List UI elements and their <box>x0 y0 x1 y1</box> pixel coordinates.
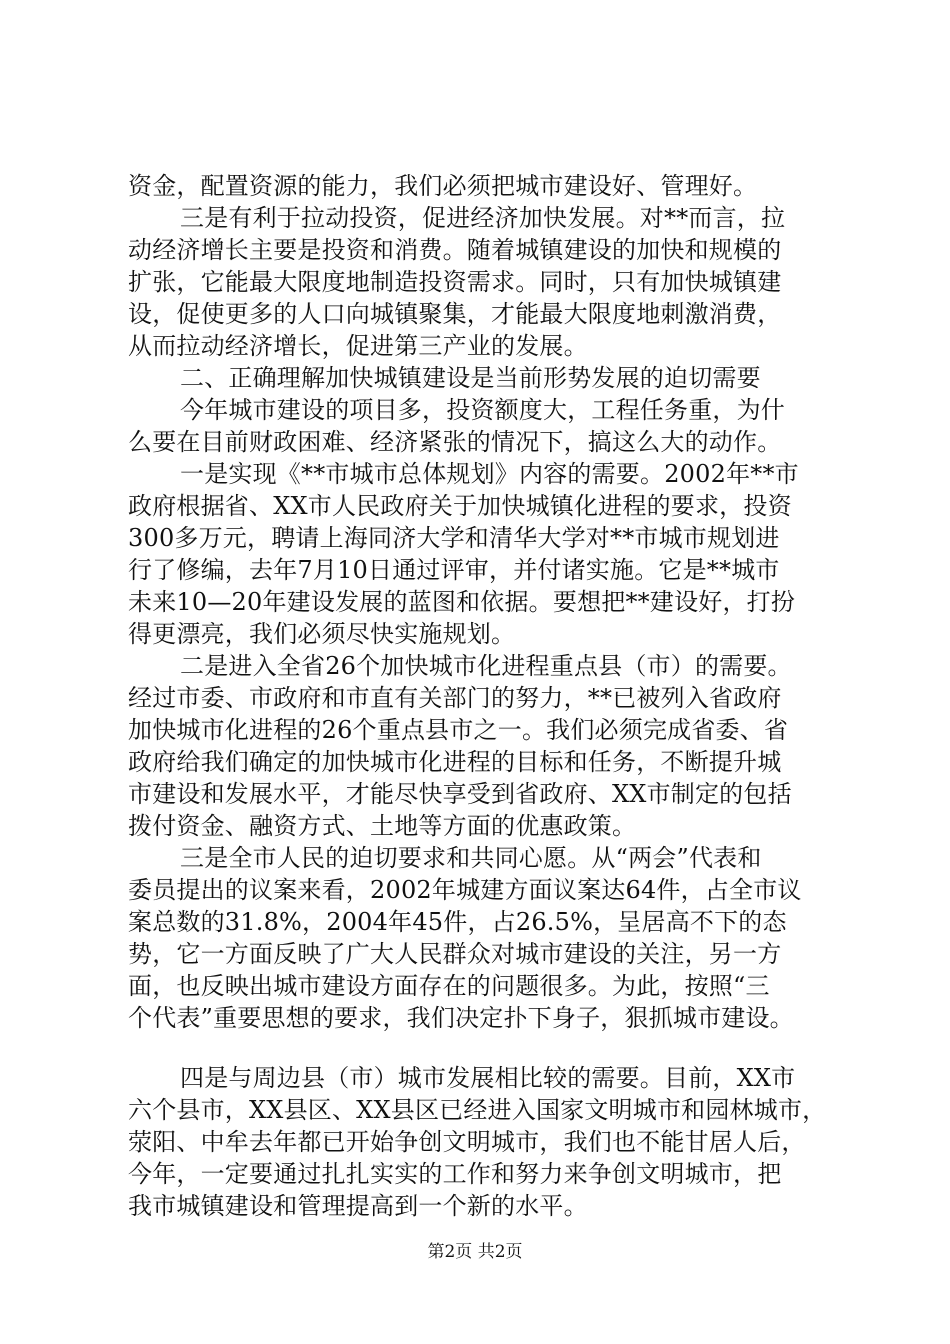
paragraph-line: 三是有利于拉动投资，促进经济加快发展。对**而言，拉 <box>180 204 786 232</box>
paragraph-line: 行了修编，去年7月10日通过评审，并付诸实施。它是**城市 <box>128 556 780 584</box>
paragraph-line: 市建设和发展水平，才能尽快享受到省政府、XX市制定的包括 <box>128 780 792 808</box>
paragraph-line: 加快城市化进程的26个重点县市之一。我们必须完成省委、省 <box>128 716 789 744</box>
paragraph-line: 面，也反映出城市建设方面存在的问题很多。为此，按照“三 <box>128 972 770 1000</box>
paragraph-line: 四是与周边县（市）城市发展相比较的需要。目前，XX市 <box>180 1064 796 1092</box>
paragraph-line: 一是实现《**市城市总体规划》内容的需要。2002年**市 <box>180 460 799 488</box>
paragraph-line: 荥阳、中牟去年都已开始争创文明城市，我们也不能甘居人后， <box>128 1128 806 1156</box>
paragraph-line: 案总数的31.8%，2004年45件，占26.5%，呈居高不下的态 <box>128 908 787 936</box>
paragraph-line: 扩张，它能最大限度地制造投资需求。同时，只有加快城镇建 <box>128 268 782 296</box>
paragraph-line: 300多万元，聘请上海同济大学和清华大学对**市城市规划进 <box>128 524 780 552</box>
paragraph-line: 从而拉动经济增长，促进第三产业的发展。 <box>128 332 588 360</box>
paragraph-line: 得更漂亮，我们必须尽快实施规划。 <box>128 620 516 648</box>
paragraph-line: 二是进入全省26个加快城市化进程重点县（市）的需要。 <box>180 652 792 680</box>
paragraph-line: 资金，配置资源的能力，我们必须把城市建设好、管理好。 <box>128 172 758 200</box>
paragraph-line: 今年，一定要通过扎扎实实的工作和努力来争创文明城市，把 <box>128 1160 782 1188</box>
paragraph-line: 委员提出的议案来看，2002年城建方面议案达64件，占全市议 <box>128 876 802 904</box>
section-heading: 二、正确理解加快城镇建设是当前形势发展的迫切需要 <box>180 364 761 392</box>
paragraph-line: 六个县市，XX县区、XX县区已经进入国家文明城市和园林城市， <box>128 1096 827 1124</box>
paragraph-line: 动经济增长主要是投资和消费。随着城镇建设的加快和规模的 <box>128 236 782 264</box>
paragraph-line: 么要在目前财政困难、经济紧张的情况下，搞这么大的动作。 <box>128 428 782 456</box>
paragraph-line: 政府给我们确定的加快城市化进程的目标和任务，不断提升城 <box>128 748 782 776</box>
paragraph-line: 三是全市人民的迫切要求和共同心愿。从“两会”代表和 <box>180 844 762 872</box>
paragraph-line: 政府根据省、XX市人民政府关于加快城镇化进程的要求，投资 <box>128 492 792 520</box>
paragraph-line: 未来10—20年建设发展的蓝图和依据。要想把**建设好，打扮 <box>128 588 796 616</box>
paragraph-line: 势，它一方面反映了广大人民群众对城市建设的关注，另一方 <box>128 940 782 968</box>
paragraph-line: 拨付资金、融资方式、土地等方面的优惠政策。 <box>128 812 637 840</box>
paragraph-line: 设，促使更多的人口向城镇聚集，才能最大限度地刺激消费， <box>128 300 782 328</box>
paragraph-line: 我市城镇建设和管理提高到一个新的水平。 <box>128 1192 588 1220</box>
page-footer: 第2页 共2页 <box>427 1242 523 1262</box>
paragraph-line: 今年城市建设的项目多，投资额度大，工程任务重，为什 <box>180 396 785 424</box>
paragraph-line: 个代表”重要思想的要求，我们决定扑下身子，狠抓城市建设。 <box>128 1004 794 1032</box>
paragraph-line: 经过市委、市政府和市直有关部门的努力，**已被列入省政府 <box>128 684 782 712</box>
